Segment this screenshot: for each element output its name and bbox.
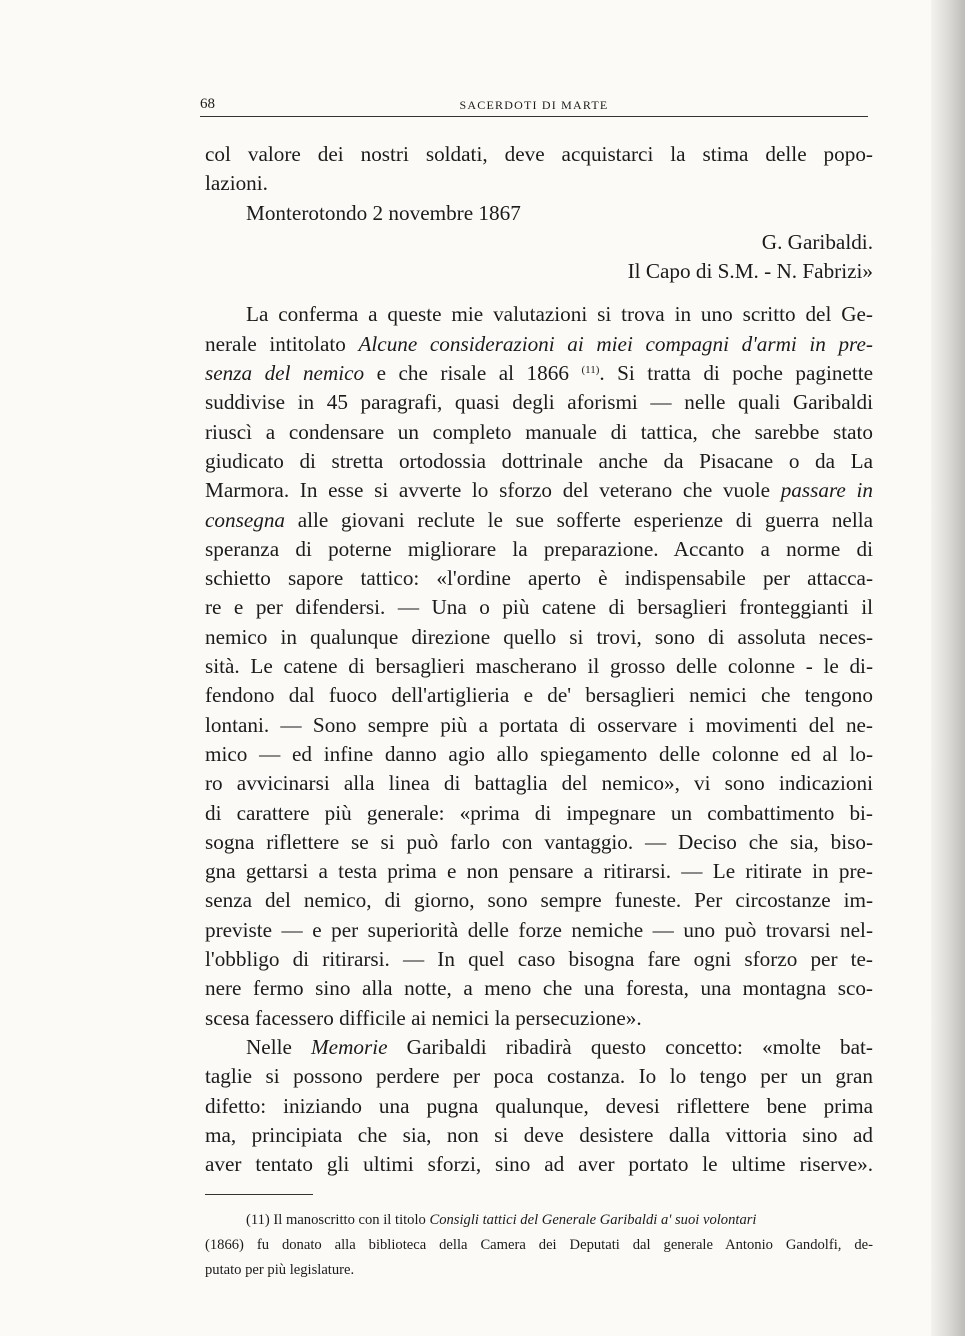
text-run: alle giovani reclute le sue sofferte esperienze di guerra nella [285,507,873,532]
page-number: 68 [200,96,215,112]
text-line [205,1033,873,1062]
text-line [205,388,873,417]
text-line [205,974,873,1003]
text-run: schietto sapore tattico: «l'ordine aperto è indispensabile per attacca- [205,566,873,591]
text-run: (11) Il manoscritto con il titolo [246,1212,430,1228]
text-run: La conferma a queste mie valutazioni si trova in uno scritto del Ge- [246,302,873,327]
page-header [200,94,868,117]
italic-text: Alcune considerazioni ai miei compagni d'armi in pre- [358,331,873,356]
text-line [205,711,873,740]
text-run: e che risale al 1866 [364,361,582,386]
text-run: difetto: iniziando una pugna qualunque, devesi riflettere bene prima [205,1093,873,1118]
italic-text: Memorie [311,1034,388,1059]
text-run: fendono dal fuoco dell'artiglieria e de' bersaglieri nemici che tengono [205,683,873,708]
text-run: giudicato di stretta ortodossia dottrinale anche da Pisacane o da La [205,448,873,473]
text-line [205,652,873,681]
text-run: previste — e per superiorità delle forze nemiche — uno può trovarsi nel- [205,917,873,942]
text-run: G. Garibaldi. [761,229,873,254]
text-run: putato per più legislature. [205,1262,355,1278]
text-run: mico — ed infine danno agio allo spiegamento delle colonne ed al lo- [205,741,873,766]
text-line [205,769,873,798]
text-line [205,506,873,535]
footnote-reference: (11) [581,364,600,377]
text-line [205,257,873,286]
text-line [205,1121,873,1150]
text-line [205,300,873,329]
text-run: (1866) fu donato alla biblioteca della Camera dei Deputati dal generale Antonio Gandolfi, de- [205,1237,873,1253]
footnote-line [205,1258,873,1283]
text-run: col valore dei nostri soldati, deve acquistarci la stima delle popo- [205,142,873,166]
text-run: senza del nemico, di giorno, sono sempre funeste. Per circostanze im- [205,888,873,913]
text-run: Garibaldi ribadirà questo concetto: «molte bat- [387,1034,873,1059]
text-line [205,857,873,886]
text-line [205,140,873,169]
text-line [205,564,873,593]
text-run: . Si tratta di poche paginette [599,361,874,386]
text-line [205,1062,873,1091]
footnotes [205,1208,873,1283]
text-run: nemico in qualunque direzione quello si trovi, sono di assoluta neces- [205,624,873,649]
text-line [205,199,873,228]
text-run: Marmora. In esse si avverte lo sforzo del veterano che vuole [205,478,781,503]
text-run: lontani. — Sono sempre più a portata di osservare i movimenti del ne- [205,712,873,737]
text-line [205,593,873,622]
page-binding-shadow [931,0,965,1336]
text-line [205,535,873,564]
text-run: Il Capo di S.M. - N. Fabrizi» [627,259,873,284]
text-line [205,1092,873,1121]
text-run: l'obbligo di ritirarsi. — In quel caso bisogna fare ogni sforzo per te- [205,947,873,972]
italic-text: senza del nemico [205,361,365,386]
text-line [205,359,873,388]
text-line [205,886,873,915]
italic-text: Consigli tattici del Generale Garibaldi a' suoi volontari [429,1212,757,1228]
text-run: riuscì a condensare un completo manuale di tattica, che sarebbe stato [205,419,873,444]
text-line [205,740,873,769]
text-line [205,330,873,359]
text-line [205,945,873,974]
text-line [205,828,873,857]
text-line [205,916,873,945]
text-run: aver tentato gli ultimi sforzi, sino ad aver portato le ultime riserve». [205,1152,873,1177]
italic-text: passare in [780,478,873,503]
text-run: di carattere più generale: «prima di impegnare un combattimento bi- [205,800,873,825]
text-line [205,799,873,828]
text-line [205,681,873,710]
running-title: SACERDOTI DI MARTE [459,98,609,112]
text-line [205,447,873,476]
text-line [205,228,873,257]
text-run: nerale intitolato [205,331,359,356]
text-run: taglie si possono perdere per poca costanza. Io lo tengo per un gran [205,1064,873,1089]
text-line [205,476,873,505]
text-run: Nelle [246,1034,312,1059]
text-line [205,1150,873,1179]
text-line [205,418,873,447]
text-run: speranza di poterne migliorare la preparazione. Accanto a norme di [205,536,873,561]
text-run: lazioni. [205,171,268,196]
text-line [205,623,873,652]
paragraph-gap [205,286,873,300]
text-run: suddivise in 45 paragrafi, quasi degli aforismi — nelle quali Garibaldi [205,390,873,415]
text-run: re e per difendersi. — Una o più catene di bersaglieri fronteggianti il [205,595,873,620]
footnote-line [205,1208,873,1233]
footnote-line [205,1233,873,1258]
text-run: sogna riflettere se si può farlo con vantaggio. — Deciso che sia, biso- [205,829,873,854]
body-text [205,140,873,1179]
text-run: nere fermo sino alla notte, a meno che una foresta, una montagna sco- [205,976,873,1001]
text-run: ro avvicinarsi alla linea di battaglia del nemico», vi sono indicazioni [205,771,873,796]
footnote-separator [205,1194,313,1195]
text-run: sità. Le catene di bersaglieri mascherano il grosso delle colonne - le di- [205,654,873,679]
text-run: gna gettarsi a testa prima e non pensare a ritirarsi. — Le ritirate in pre- [205,859,873,884]
text-line [205,169,873,198]
italic-text: consegna [205,507,286,532]
text-run: scesa facessero difficile ai nemici la persecuzione». [205,1005,642,1030]
text-line [205,1004,873,1033]
text-run: ma, principiata che sia, non si deve desistere dalla vittoria sino ad [205,1122,873,1147]
text-run: Monterotondo 2 novembre 1867 [246,200,521,225]
